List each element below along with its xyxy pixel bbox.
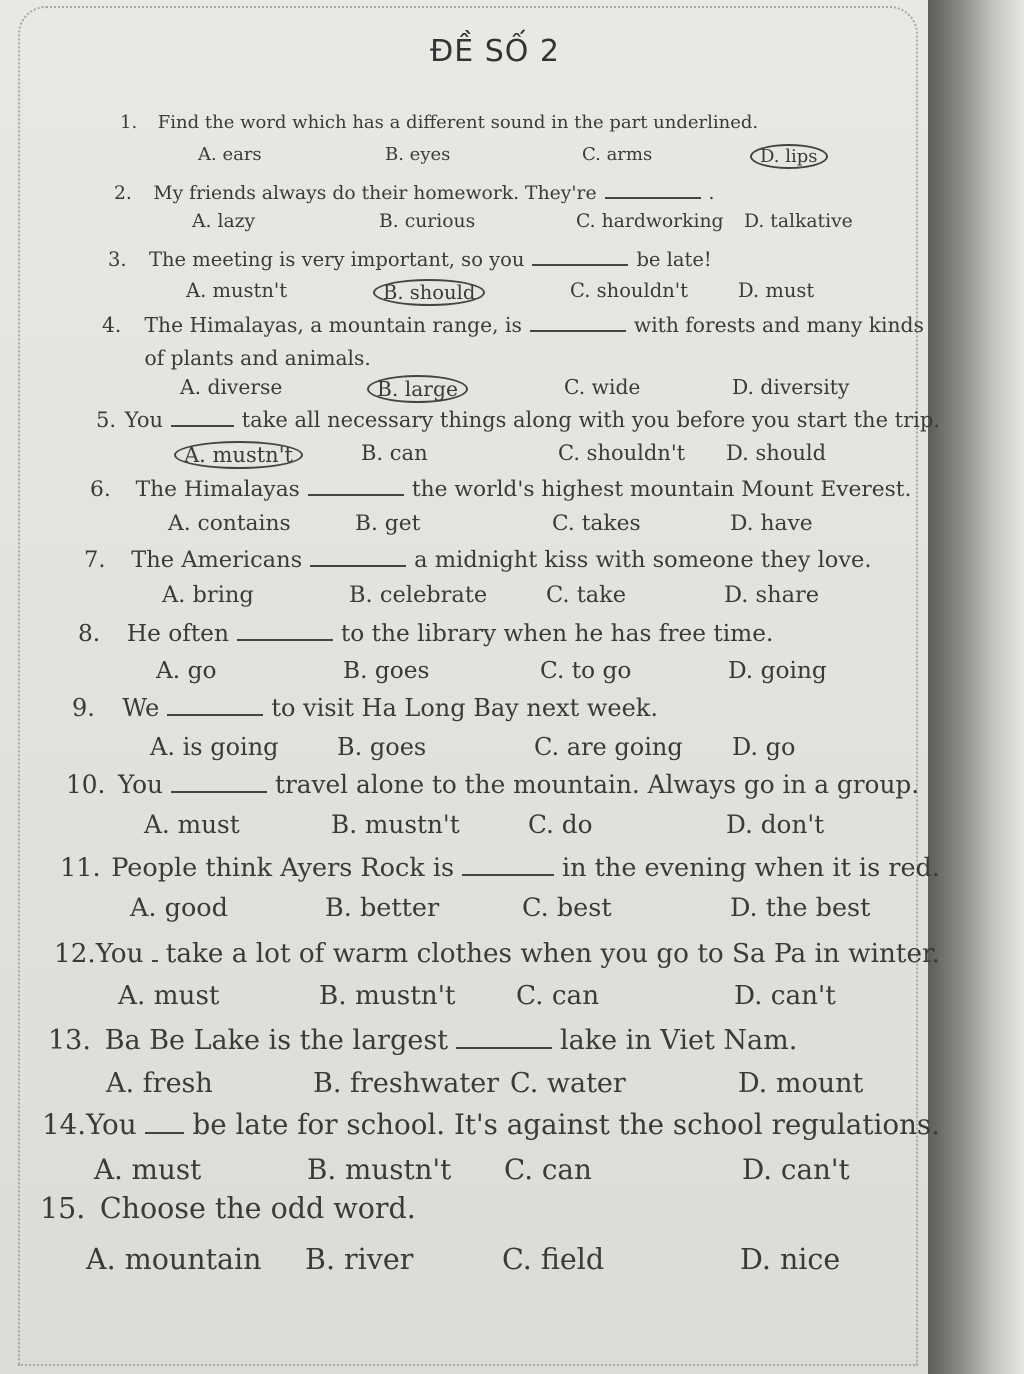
answer-option: B. mustn't — [307, 1153, 452, 1187]
question-text-end: be late! — [636, 247, 712, 271]
question-text-end: be late for school. It's against the school regulations. — [192, 1107, 940, 1141]
answer-option: B. mustn't — [319, 980, 456, 1011]
answer-option: B. mustn't — [331, 810, 460, 840]
answer-blank — [462, 848, 554, 876]
answer-option-circled: B. should — [373, 279, 485, 306]
question-number: 10. — [66, 769, 106, 799]
answer-option: B. goes — [343, 657, 430, 685]
question-text: The meeting is very important, so you — [148, 247, 525, 271]
answer-option: A. fresh — [106, 1068, 213, 1100]
question-text: You — [124, 408, 164, 432]
answer-option: D. share — [724, 582, 820, 609]
question-number: 13. — [48, 1025, 91, 1056]
answer-option: D. the best — [730, 893, 871, 924]
answer-blank — [145, 1104, 185, 1134]
answer-options — [120, 144, 940, 170]
question-number: 11. — [60, 852, 101, 883]
answer-option: C. take — [546, 582, 627, 609]
answer-options — [78, 657, 940, 691]
question-text-end: take a lot of warm clothes when you go to Sa Pa in winter. — [165, 939, 940, 970]
question-number: 1. — [120, 112, 138, 133]
answer-blank — [310, 542, 406, 567]
question-text-end: in the evening when it is red. — [561, 852, 940, 883]
question-item — [66, 766, 940, 846]
answer-option: C. can — [516, 980, 600, 1011]
answer-option: A. ears — [198, 144, 262, 166]
answer-blank — [456, 1020, 552, 1049]
answer-option: C. shouldn't — [570, 278, 688, 302]
question-item — [108, 244, 940, 307]
answer-option: A. must — [144, 810, 240, 840]
answer-option: D. can't — [734, 980, 836, 1011]
question-number: 2. — [114, 182, 132, 204]
answer-option: A. bring — [162, 582, 254, 609]
question-text: You — [86, 1107, 137, 1141]
answer-blank — [532, 244, 628, 266]
question-number: 7. — [84, 546, 106, 573]
question-text: Ba Be Lake is the largest — [104, 1025, 449, 1056]
answer-option: D. must — [738, 278, 815, 302]
answer-blank — [171, 404, 234, 427]
question-number: 4. — [102, 313, 122, 338]
answer-option: A. must — [94, 1153, 202, 1187]
answer-option: D. have — [730, 510, 813, 536]
question-number: 3. — [108, 247, 127, 271]
question-text-end: . — [708, 182, 715, 204]
answer-option: C. shouldn't — [558, 441, 686, 466]
question-text-end: travel alone to the mountain. Always go in a group. — [275, 769, 920, 799]
answer-option: C. field — [502, 1242, 605, 1276]
question-number: 6. — [90, 476, 111, 502]
answer-option: B. get — [355, 510, 421, 536]
answer-blank — [308, 472, 404, 496]
answer-option-circled: A. mustn't — [174, 441, 303, 469]
answer-option: C. wide — [564, 374, 641, 399]
question-item — [120, 112, 940, 170]
answer-options — [54, 981, 940, 1019]
answer-option: A. mountain — [86, 1242, 262, 1276]
question-text: He often — [126, 620, 229, 648]
question-text: You — [95, 939, 144, 970]
answer-options — [102, 375, 940, 404]
question-item — [96, 404, 940, 472]
question-number: 9. — [72, 694, 95, 722]
answer-options — [60, 893, 940, 930]
answer-option: A. go — [156, 657, 217, 685]
question-item — [48, 1020, 940, 1107]
question-number: 15. — [40, 1192, 86, 1225]
answer-option: D. talkative — [744, 211, 853, 233]
answer-option: A. contains — [168, 510, 291, 536]
question-text: People think Ayers Rock is — [111, 852, 455, 883]
question-text: My friends always do their homework. They're — [153, 182, 597, 204]
answer-option: C. are going — [534, 732, 683, 761]
question-number: 8. — [78, 620, 101, 648]
answer-options — [84, 582, 940, 615]
answer-option: C. takes — [552, 510, 641, 536]
answer-option: B. curious — [379, 211, 476, 233]
answer-option: D. diversity — [732, 374, 850, 399]
question-number: 12. — [54, 939, 96, 970]
answer-blank — [152, 934, 158, 962]
answer-option: C. water — [510, 1068, 626, 1100]
answer-option: C. do — [528, 810, 593, 840]
answer-option: B. eyes — [385, 144, 451, 166]
answer-option: C. to go — [540, 657, 632, 685]
question-text: Choose the odd word. — [99, 1192, 416, 1225]
answer-options — [96, 441, 940, 471]
question-item — [42, 1104, 940, 1194]
answer-options — [90, 511, 940, 543]
answer-options — [42, 1153, 940, 1193]
answer-option: B. freshwater — [313, 1068, 500, 1100]
question-continuation: of plants and animals. — [144, 346, 371, 371]
question-text: The Himalayas — [135, 476, 300, 502]
question-text-end: take all necessary things along with you before you start the trip. — [241, 408, 940, 432]
question-text: You — [117, 769, 163, 799]
answer-option: A. diverse — [180, 374, 283, 399]
question-text-end: a midnight kiss with someone they love. — [414, 546, 872, 573]
answer-option: C. arms — [582, 144, 653, 166]
question-item — [72, 690, 940, 768]
question-item — [114, 178, 940, 239]
page-title: ĐỀ SỐ 2 — [429, 34, 561, 69]
answer-blank — [237, 616, 333, 641]
question-text-end: lake in Viet Nam. — [560, 1025, 798, 1056]
answer-blank — [530, 310, 626, 332]
question-item — [78, 616, 940, 691]
question-item — [84, 542, 940, 615]
answer-options — [66, 810, 940, 846]
answer-option: A. mustn't — [186, 278, 288, 302]
answer-option: B. goes — [337, 732, 427, 761]
answer-option-circled: D. lips — [750, 144, 828, 169]
question-item — [60, 848, 940, 930]
answer-options — [114, 211, 940, 238]
question-text-end: with forests and many kinds — [633, 313, 924, 338]
answer-option: A. lazy — [192, 211, 256, 233]
answer-option: D. going — [728, 657, 827, 685]
question-text-end: to visit Ha Long Bay next week. — [271, 694, 658, 722]
question-item — [40, 1192, 944, 1284]
answer-options — [40, 1243, 944, 1284]
question-item — [102, 310, 940, 404]
answer-option: C. best — [522, 893, 612, 924]
question-text: We — [122, 694, 160, 722]
answer-option: B. river — [305, 1242, 414, 1276]
question-text: Find the word which has a different sound in the part underlined. — [157, 112, 759, 133]
question-text-end: to the library when he has free time. — [340, 620, 774, 648]
question-item — [54, 934, 940, 1019]
question-text: The Americans — [131, 546, 303, 573]
answer-blank — [605, 178, 701, 199]
answer-option: D. don't — [726, 810, 825, 840]
answer-option-circled: B. large — [367, 375, 468, 403]
answer-option: D. go — [732, 732, 796, 761]
answer-option: D. nice — [740, 1242, 841, 1276]
answer-option: A. is going — [150, 732, 279, 761]
answer-option: B. celebrate — [349, 582, 488, 609]
answer-option: B. better — [325, 893, 440, 924]
answer-options — [72, 733, 940, 768]
answer-option: D. should — [726, 441, 827, 466]
answer-blank — [171, 766, 267, 793]
question-text-end: the world's highest mountain Mount Everest. — [411, 476, 912, 502]
answer-options — [48, 1068, 940, 1107]
answer-option: A. good — [130, 893, 228, 924]
answer-option: A. must — [118, 980, 220, 1011]
question-text: The Himalayas, a mountain range, is — [144, 313, 522, 338]
answer-option: B. can — [361, 441, 428, 466]
answer-option: C. can — [504, 1153, 592, 1187]
answer-options — [108, 279, 940, 307]
answer-option: D. mount — [738, 1068, 864, 1100]
book-binding — [928, 0, 1024, 1374]
answer-option: D. can't — [742, 1153, 850, 1187]
question-number: 14. — [42, 1107, 87, 1141]
answer-blank — [167, 690, 263, 716]
answer-option: C. hardworking — [576, 211, 724, 233]
question-number: 5. — [96, 408, 117, 432]
question-item — [90, 472, 940, 542]
